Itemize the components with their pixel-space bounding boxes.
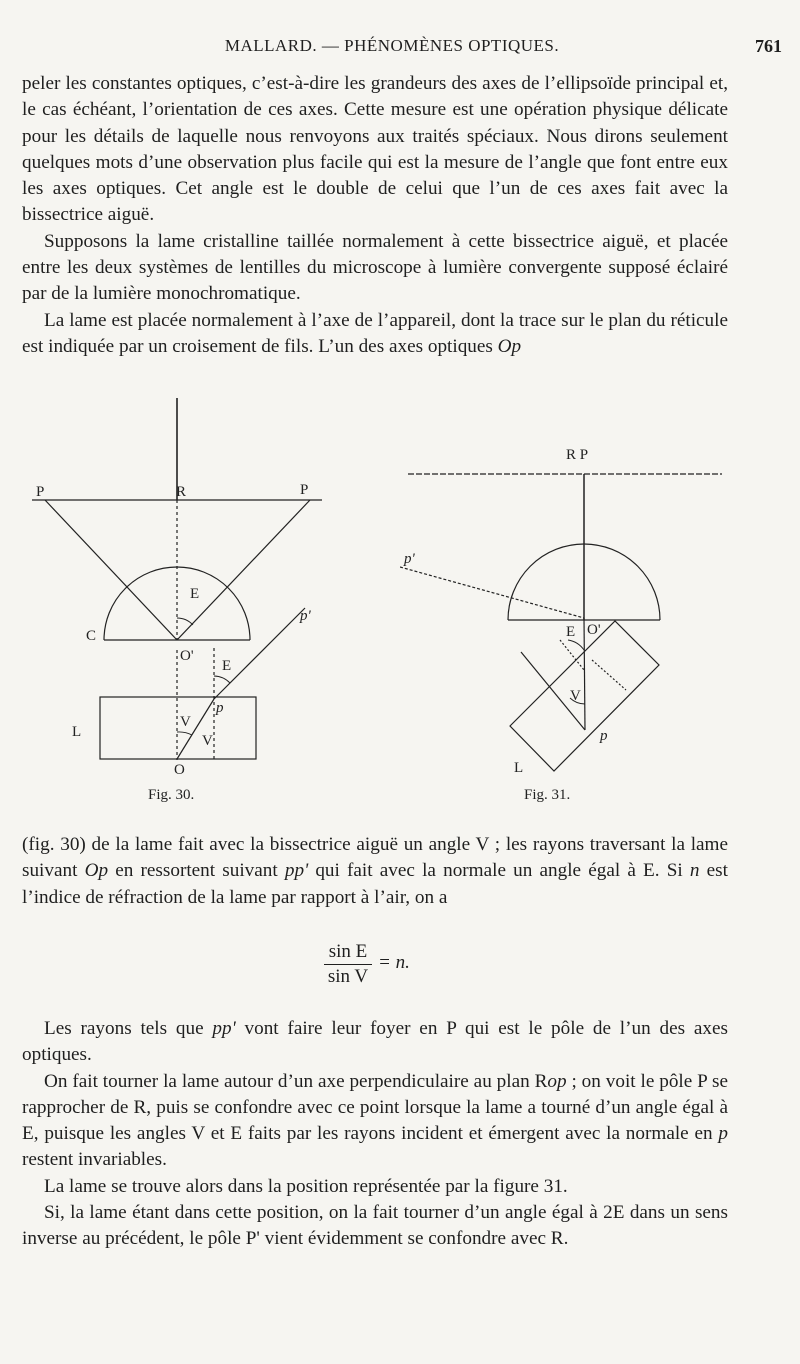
p6-text-2: ; on voit le pôle P se rapprocher de R, puis se confondre avec ce point lorsque la lame a tourné d’un angle égal à E, puisque les angles V et E faits par les rayons incident et émergent avec la normale en [22,1070,728,1145]
formula-denominator: sin V [327,966,369,987]
running-head: MALLARD. — PHÉNOMÈNES OPTIQUES. [224,36,560,55]
fig30-label-L: L [72,724,82,740]
fig31-label-RP: R P [566,447,589,463]
p6-text-3: restent invariables. [22,1149,167,1171]
fig30-label-O-prime: O' [180,648,194,664]
fig30-label-p-prime: p' [300,608,311,624]
fig31-caption: Fig. 31. [524,787,571,803]
paragraph-8: Si, la lame étant dans cette position, on la fait tourner d’un angle égal à 2E dans un sens inverse au précédent, le pôle P' vient évidemment se confondre avec R. [22,1202,728,1250]
fig31-label-O-prime: O' [587,622,601,638]
text-block-middle [22,832,728,911]
figure-30 [0,390,400,810]
p6-italic-2: p [718,1123,728,1145]
p4-text-2: en ressortent suivant [108,860,285,882]
fig30-caption: Fig. 30. [148,787,195,803]
p5-italic-1: pp' [212,1018,236,1039]
fig30-label-V-right: V [202,733,213,749]
page-header [22,36,782,64]
paragraph-6 [22,1069,728,1174]
page-number: 761 [755,36,782,56]
fig30-label-P-right: P [300,482,309,498]
fig30-label-E-lower: E [222,658,232,674]
paragraph-3 [22,308,728,361]
fig30-label-P-left: P [36,484,45,500]
refraction-formula [0,940,800,1000]
fig31-label-V: V [570,688,581,704]
text-block-top [22,71,728,360]
p4-text-1: (fig. 30) de la lame fait avec la bissectrice aiguë un angle V ; les rayons traversant la lame suivant [22,834,728,882]
p6-italic-1: op [547,1070,567,1092]
fig30-label-E-upper: E [190,586,200,602]
paragraph-7: La lame se trouve alors dans la position représentée par la figure 31. [44,1175,568,1197]
paragraph-2: Supposons la lame cristalline taillée normalement à cette bissectrice aiguë, et placée entre les deux systèmes de lentilles du microscope à lumière convergente supposé éclairé par de la lumière monochromatique. [22,230,728,305]
formula-fraction [322,940,374,989]
p5-text-2: vont faire leur foyer en P qui est le pôle de l’un des axes optiques. [22,1018,728,1066]
fig31-label-L: L [514,760,524,776]
fig31-label-p: p [600,728,608,744]
fig30-label-p: p [216,700,224,716]
fig31-label-E: E [566,624,576,640]
fig30-label-C: C [86,628,97,644]
formula-numerator: sin E [328,941,368,962]
fig30-label-V-left: V [180,714,191,730]
p6-text-1: On fait tourner la lame autour d’un axe perpendiculaire au plan R [44,1070,548,1092]
figure-31 [400,430,780,810]
paragraph-5 [22,1016,728,1069]
paragraph-1: peler les constantes optiques, c’est-à-dire les grandeurs des axes de l’ellipsoïde principal et, le cas échéant, l’orientation de ces axes. Cette mesure est une opération physique délicate pour les détails de laquelle nous renvoyons aux traités spéciaux. Nous dirons seulement quelques mots d’une observation plus facile qui est la mesure de l’angle que font entre eux les axes optiques. Cet angle est le double de celui que l’un de ces axes fait avec la bissectrice aiguë. [22,73,728,226]
p4-text-3: qui fait avec la normale un angle égal à E. Si [308,860,690,882]
p4-text-4: est l’indice de réfraction de la lame par rapport à l’air, on a [22,860,728,908]
fig30-label-O: O [174,762,185,778]
formula-rhs: = n. [378,952,410,973]
p4-italic-1: Op [84,860,109,882]
text-block-bottom [22,1016,728,1253]
p4-italic-3: n [689,860,700,882]
fig30-label-R: R [176,484,187,500]
fig31-label-p-prime: p' [404,551,415,567]
p4-italic-2: pp' [284,860,309,882]
paragraph-4 [22,832,728,911]
paragraph-3-italic: Op [497,335,522,357]
paragraph-3-text: La lame est placée normalement à l’axe de l’appareil, dont la trace sur le plan du réticule est indiquée par un croisement de fils. L’un des axes optiques [22,309,728,357]
p5-text-1: Les rayons tels que [44,1018,213,1039]
